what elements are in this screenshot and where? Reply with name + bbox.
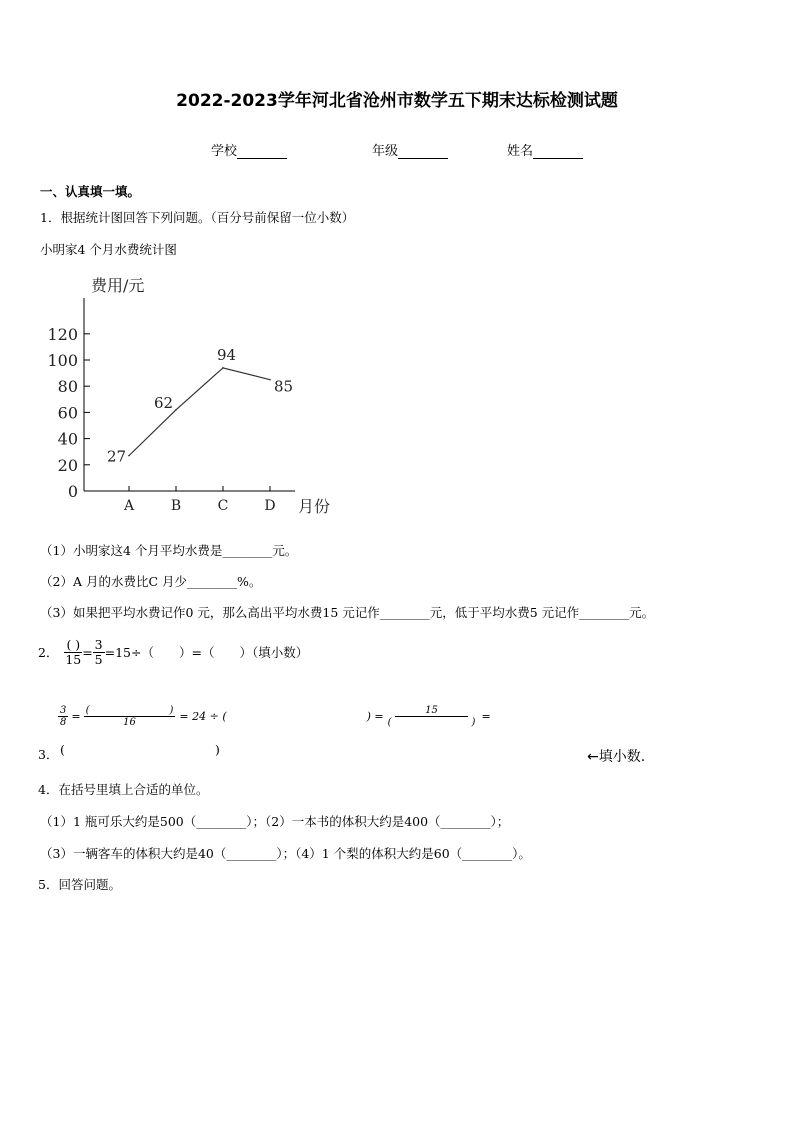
x-tick-label: C	[217, 498, 229, 514]
fraction-denominator: 16	[123, 717, 136, 728]
school-label: 学校	[211, 144, 238, 159]
data-point	[175, 409, 177, 411]
data-point	[269, 379, 271, 381]
division-close: ) =	[366, 710, 384, 723]
data-label: 62	[154, 393, 174, 412]
data-point	[128, 455, 130, 457]
fraction-denominator: 15	[65, 651, 82, 667]
question-5-label: 5．回答问题。	[38, 877, 121, 892]
question-3-equation	[58, 705, 491, 728]
fraction-blank-over-16	[84, 705, 176, 728]
question-1-sub3: （3）如果把平均水费记作0 元，那么高出平均水费15 元记作________元，低于平均水费5 元记作________元。	[40, 605, 655, 620]
grade-field	[372, 140, 448, 159]
chart-title: 小明家4 个月水费统计图	[40, 242, 177, 257]
question-2	[38, 638, 308, 667]
y-tick-label: 100	[47, 351, 78, 370]
equals-sign: =	[481, 710, 491, 723]
question-1-label: 1．根据统计图回答下列问题。（百分号前保留一位小数）	[40, 210, 355, 225]
fraction-numerator-blank[interactable]: ( )	[85, 705, 174, 716]
division-text: = 24 ÷ (	[179, 710, 227, 723]
equals-sign: =	[82, 644, 93, 660]
question-4-line2: （3）一辆客车的体积大约是40（________）；（4）1 个梨的体积大约是60（________）。	[40, 846, 531, 861]
fraction-numerator-blank[interactable]: ( )	[66, 637, 81, 652]
question-1-sub2: （2）A 月的水费比C 月少________%。	[40, 574, 262, 589]
series-line	[129, 368, 270, 456]
x-tick-label: D	[264, 498, 276, 514]
fraction-denominator: 8	[60, 717, 67, 728]
x-tick-label: A	[123, 498, 135, 514]
water-fee-line-chart	[40, 268, 360, 518]
y-tick-label: 40	[57, 429, 78, 449]
y-tick-label: 0	[67, 482, 78, 501]
question-4-line1: （1）1 瓶可乐大约是500（________）；（2）一本书的体积大约是400（________）；	[40, 814, 510, 829]
y-tick-label: 20	[57, 455, 78, 475]
y-tick-label: 120	[47, 324, 78, 344]
school-field	[211, 140, 287, 159]
fraction-denominator-blank[interactable]: ( )	[387, 717, 476, 728]
name-field	[507, 140, 583, 159]
fraction-denominator: 5	[94, 651, 103, 667]
page-title: 2022-2023学年河北省沧州市数学五下期末达标检测试题	[176, 91, 618, 111]
fraction-15-over-blank	[388, 705, 476, 728]
x-tick-label: B	[170, 498, 182, 514]
question-3-number: 3．	[38, 747, 59, 762]
fraction-blank-over-15	[64, 638, 82, 667]
y-tick-label: 80	[57, 377, 78, 397]
grade-blank[interactable]	[398, 145, 448, 159]
x-axis-label: 月份	[298, 497, 331, 516]
section-heading: 一、认真填一填。	[40, 184, 141, 199]
question-3-paren-close: )	[215, 742, 220, 757]
question-3-paren-open[interactable]: (	[60, 742, 65, 757]
fraction-numerator: 3	[94, 637, 103, 652]
name-blank[interactable]	[533, 145, 583, 159]
question-3-tail: ←填小数.	[587, 749, 646, 765]
fraction-3-5	[93, 638, 105, 667]
fraction-numerator: 15	[395, 705, 468, 717]
data-label: 94	[217, 345, 237, 364]
question-2-rest: =15÷（ ）=（ ）（填小数）	[104, 645, 309, 661]
y-axis-label: 费用/元	[91, 276, 145, 295]
data-point	[222, 367, 224, 369]
question-1-sub1: （1）小明家这4 个月平均水费是________元。	[40, 543, 298, 558]
fraction-numerator: 3	[60, 705, 67, 716]
data-label: 27	[107, 447, 127, 466]
data-label: 85	[274, 377, 294, 396]
equals-sign: =	[71, 710, 81, 723]
question-2-number: 2．	[38, 645, 59, 661]
name-label: 姓名	[507, 144, 534, 159]
y-tick-label: 60	[57, 403, 78, 423]
school-blank[interactable]	[237, 145, 287, 159]
grade-label: 年级	[372, 144, 399, 159]
question-4-label: 4．在括号里填上合适的单位。	[38, 782, 209, 797]
fraction-3-8	[58, 705, 68, 728]
